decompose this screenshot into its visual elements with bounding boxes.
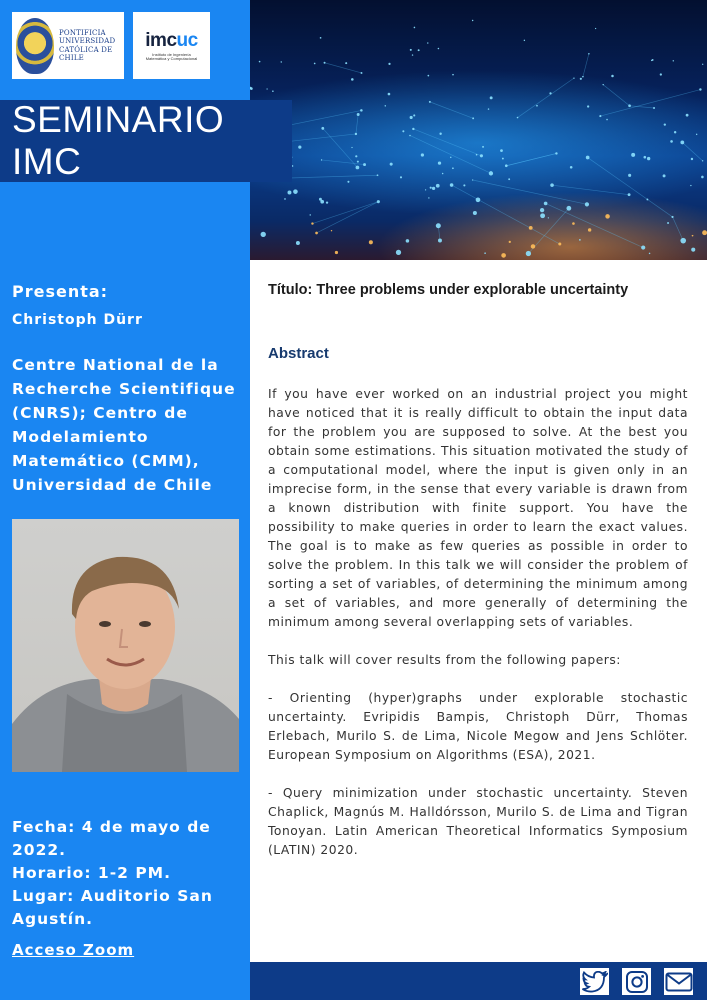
imcuc-logo-subtitle: Instituto de Ingeniería Matemática y Computacional xyxy=(145,51,198,61)
page-title: SEMINARIO IMC xyxy=(12,99,225,182)
abstract-heading: Abstract xyxy=(268,345,329,362)
instagram-link[interactable] xyxy=(620,966,653,997)
abstract-text: If you have ever worked on an industrial project you might have noticed that it is really difficult to obtain the input data for the problem you are supposed to solve. At the best you obtain some estimations. This situation motivated the study of a computational model, where the input is given only in an imprecise form, in the sense that every variable is drawn from a known distribution with finite support. You have the possibility to make queries in order to learn the exact values. The goal is to make as few queries as possible in order to solve the problem. In this talk we will consider the problem of sorting a set of variables, of determining the minimum among a set of variables, and more generally of determining the minimum among several overlapping sets of variables. xyxy=(268,387,688,629)
event-date: Fecha: 4 de mayo de 2022. xyxy=(12,818,211,859)
paper-item: - Orienting (hyper)graphs under explorable stochastic uncertainty. Evripidis Bampis, Christoph Dürr, Thomas Erlebach, Murilo S. de Lima, Nicole Megow and Jens Schlöter. European Symposium on Algorithms (ESA), 2021. xyxy=(268,691,688,762)
puc-logo-text: PONTIFICIA UNIVERSIDAD CATÓLICA DE CHILE xyxy=(59,28,116,62)
abstract-body xyxy=(268,385,688,879)
twitter-link[interactable] xyxy=(578,966,611,997)
presenta-label: Presenta: xyxy=(12,282,109,301)
presenter-affiliation: Centre National de la Recherche Scientifique (CNRS); Centro de Modelamiento Matemático (CMM), Universidad de Chile xyxy=(12,356,236,494)
paper-item: - Query minimization under stochastic uncertainty. Steven Chaplick, Magnús M. Halldórsson, Murilo S. de Lima and Tigran Tonoyan. Latin American Theoretical Informatics Symposium (LATIN) 2020. xyxy=(268,786,688,857)
event-place: Lugar: Auditorio San Agustín. xyxy=(12,887,213,928)
instagram-icon xyxy=(625,970,649,994)
presenter-name: Christoph Dürr xyxy=(12,312,143,328)
hero-network-image xyxy=(250,0,707,260)
imcuc-logo xyxy=(133,12,210,79)
talk-title: Título: Three problems under explorable uncertainty xyxy=(268,282,629,298)
mail-icon xyxy=(665,972,693,992)
twitter-icon xyxy=(582,971,608,993)
title-band xyxy=(0,100,292,182)
mail-link[interactable] xyxy=(662,966,695,997)
presenter-photo xyxy=(12,519,239,772)
imcuc-logo-name: imcuc xyxy=(145,29,198,51)
zoom-link[interactable]: Acceso Zoom xyxy=(12,941,135,959)
event-time: Horario: 1-2 PM. xyxy=(12,864,171,882)
event-details xyxy=(12,816,244,931)
puc-logo xyxy=(12,12,124,79)
papers-intro: This talk will cover results from the following papers: xyxy=(268,653,621,667)
puc-seal-icon xyxy=(16,18,54,74)
